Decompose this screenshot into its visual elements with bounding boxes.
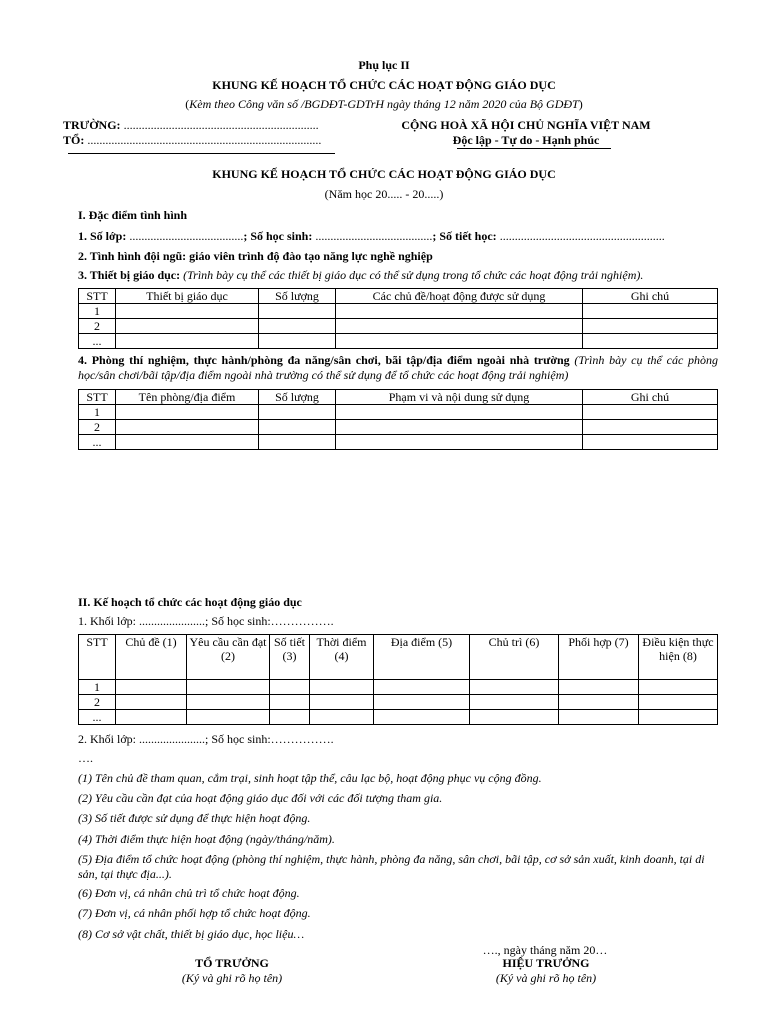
col-location: Tên phòng/địa điểm	[116, 390, 259, 405]
table-cell[interactable]	[116, 319, 259, 334]
subtitle-open: (	[185, 97, 190, 111]
table-cell[interactable]	[374, 710, 470, 725]
table-cell[interactable]	[116, 304, 259, 319]
table-cell[interactable]	[336, 334, 583, 349]
table-cell[interactable]	[336, 405, 583, 420]
table-cell[interactable]	[187, 695, 270, 710]
col-stt: STT	[79, 390, 116, 405]
table-cell[interactable]	[583, 319, 718, 334]
table-cell[interactable]	[187, 680, 270, 695]
grade2-line: 2. Khối lớp: ......................; Số học sinh:…………….	[78, 732, 334, 746]
school-dots: .................................................................	[120, 118, 319, 132]
signature-date: …., ngày tháng năm 20…	[482, 943, 608, 957]
col-periods: Số tiết (3)	[270, 635, 310, 680]
facilities-note: (Trình bày cụ thể các phòng học/sân chơi/bãi tập/địa điểm ngoài nhà trường có thể sử dụng để tổ chức các hoạt động trải nghiệm)	[78, 353, 718, 382]
table-cell[interactable]	[559, 680, 639, 695]
principal-sign-note: (Ký và ghi rõ họ tên)	[495, 971, 597, 985]
table-cell[interactable]	[270, 695, 310, 710]
row-number: 1	[79, 304, 116, 319]
table-row	[79, 435, 718, 450]
table-cell[interactable]	[583, 334, 718, 349]
col-coordination: Phối hợp (7)	[559, 635, 639, 680]
section1-heading: I. Đặc điểm tình hình	[78, 208, 188, 222]
period-count-dots: .......................................................	[496, 229, 665, 243]
table-cell[interactable]	[583, 304, 718, 319]
table-cell[interactable]	[336, 435, 583, 450]
group-leader-title: TỔ TRƯỞNG	[195, 956, 269, 970]
section2-heading: II. Kế hoạch tổ chức các hoạt động giáo dục	[78, 595, 302, 609]
table-cell[interactable]	[259, 435, 336, 450]
school-line	[63, 118, 319, 133]
table-cell[interactable]	[336, 420, 583, 435]
plan-title: KHUNG KẾ HOẠCH TỔ CHỨC CÁC HOẠT ĐỘNG GIÁO DỤC	[212, 167, 556, 181]
col-time: Thời điểm (4)	[310, 635, 374, 680]
row-number: ...	[79, 334, 116, 349]
table-cell[interactable]	[116, 420, 259, 435]
table-cell[interactable]	[270, 680, 310, 695]
subtitle-text: Kèm theo Công văn số /BGDĐT-GDTrH ngày tháng 12 năm 2020 của Bộ GDĐT	[189, 97, 579, 111]
table-row	[79, 319, 718, 334]
document-title: KHUNG KẾ HOẠCH TỔ CHỨC CÁC HOẠT ĐỘNG GIÁO DỤC	[212, 78, 556, 92]
col-topic: Chủ đề (1)	[116, 635, 187, 680]
table-cell[interactable]	[259, 334, 336, 349]
table-row	[79, 304, 718, 319]
table-cell[interactable]	[559, 710, 639, 725]
col-quantity: Số lượng	[259, 289, 336, 304]
table-cell[interactable]	[310, 710, 374, 725]
table-cell[interactable]	[116, 710, 187, 725]
section1-item2: 2. Tình hình đội ngũ: giáo viên trình độ đào tạo năng lực nghề nghiệp	[78, 249, 433, 263]
nation-motto: Độc lập - Tự do - Hạnh phúc	[452, 133, 600, 147]
table-cell[interactable]	[270, 710, 310, 725]
footnote-7: (7) Đơn vị, cá nhân phối hợp tổ chức hoạt động.	[78, 906, 311, 920]
principal-title: HIỆU TRƯỞNG	[502, 956, 590, 970]
equipment-note: (Trình bày cụ thể các thiết bị giáo dục có thể sử dụng trong tổ chức các hoạt động trải nghiệm).	[180, 268, 644, 282]
table-header-row	[79, 390, 718, 405]
section1-item1	[78, 229, 665, 244]
footnote-6: (6) Đơn vị, cá nhân chủ trì tổ chức hoạt động.	[78, 886, 300, 900]
row-number: 1	[79, 680, 116, 695]
col-lead: Chủ trì (6)	[470, 635, 559, 680]
col-equipment: Thiết bị giáo dục	[116, 289, 259, 304]
col-topics: Các chủ đề/hoạt động được sử dụng	[336, 289, 583, 304]
table-row	[79, 405, 718, 420]
row-number: 2	[79, 695, 116, 710]
continuation-ellipsis: ….	[78, 751, 93, 765]
table-cell[interactable]	[116, 695, 187, 710]
table-cell[interactable]	[336, 319, 583, 334]
period-count-label: ; Số tiết học:	[432, 229, 497, 243]
table-cell[interactable]	[259, 319, 336, 334]
grade1-line: 1. Khối lớp: ......................; Số học sinh:…………….	[78, 614, 334, 628]
class-count-dots: ......................................	[126, 229, 244, 243]
table-cell[interactable]	[583, 405, 718, 420]
activity-plan-table	[78, 634, 718, 725]
table-cell[interactable]	[116, 334, 259, 349]
table-cell[interactable]	[639, 680, 718, 695]
footnote-4: (4) Thời điểm thực hiện hoạt động (ngày/tháng/năm).	[78, 832, 335, 846]
table-cell[interactable]	[639, 695, 718, 710]
col-notes: Ghi chú	[583, 289, 718, 304]
table-cell[interactable]	[259, 420, 336, 435]
table-header-row	[79, 635, 718, 680]
row-number: ...	[79, 710, 116, 725]
plan-year: (Năm học 20..... - 20.....)	[324, 187, 444, 201]
table-cell[interactable]	[116, 405, 259, 420]
table-cell[interactable]	[470, 710, 559, 725]
equipment-label: 3. Thiết bị giáo dục:	[78, 268, 181, 282]
header-divider-left	[68, 153, 335, 154]
table-cell[interactable]	[559, 695, 639, 710]
appendix-label: Phụ lục II	[358, 58, 410, 72]
nation-name: CỘNG HOÀ XÃ HỘI CHỦ NGHĨA VIỆT NAM	[401, 118, 651, 132]
table-cell[interactable]	[336, 304, 583, 319]
table-cell[interactable]	[116, 435, 259, 450]
table-row	[79, 710, 718, 725]
facilities-label: 4. Phòng thí nghiệm, thực hành/phòng đa năng/sân chơi, bãi tập/địa điểm ngoài nhà trường	[78, 353, 570, 367]
footnote-2: (2) Yêu cầu cần đạt của hoạt động giáo dục đối với các đối tượng tham gia.	[78, 791, 443, 805]
table-cell[interactable]	[187, 710, 270, 725]
table-cell[interactable]	[374, 680, 470, 695]
table-row	[79, 420, 718, 435]
table-cell[interactable]	[259, 304, 336, 319]
row-number: 1	[79, 405, 116, 420]
school-label: TRƯỜNG:	[63, 118, 121, 132]
table-cell[interactable]	[259, 405, 336, 420]
table-cell[interactable]	[470, 680, 559, 695]
table-cell[interactable]	[310, 680, 374, 695]
col-scope: Phạm vi và nội dung sử dụng	[336, 390, 583, 405]
row-number: 2	[79, 319, 116, 334]
document-subtitle	[0, 97, 768, 112]
group-leader-sign-note: (Ký và ghi rõ họ tên)	[181, 971, 283, 985]
col-requirements: Yêu cầu cần đạt (2)	[187, 635, 270, 680]
student-count-dots: .......................................	[312, 229, 433, 243]
table-header-row	[79, 289, 718, 304]
section1-item3	[78, 268, 643, 283]
group-label: TỔ:	[63, 133, 85, 147]
table-cell[interactable]	[639, 710, 718, 725]
table-row	[79, 680, 718, 695]
table-row	[79, 695, 718, 710]
table-cell[interactable]	[583, 435, 718, 450]
col-conditions: Điều kiện thực hiện (8)	[639, 635, 718, 680]
col-stt: STT	[79, 635, 116, 680]
col-notes: Ghi chú	[583, 390, 718, 405]
equipment-table	[78, 288, 718, 349]
table-cell[interactable]	[583, 420, 718, 435]
section1-item4	[78, 353, 718, 383]
subtitle-close: )	[578, 97, 583, 111]
row-number: ...	[79, 435, 116, 450]
facilities-table	[78, 389, 718, 450]
footnote-1: (1) Tên chủ đề tham quan, cắm trại, sinh hoạt tập thể, câu lạc bộ, hoạt động phục vụ cộng đồng.	[78, 771, 542, 785]
group-line	[63, 133, 321, 148]
class-count-label: 1. Số lớp:	[78, 229, 127, 243]
table-row	[79, 334, 718, 349]
footnote-8: (8) Cơ sở vật chất, thiết bị giáo dục, học liệu…	[78, 927, 305, 941]
table-cell[interactable]	[116, 680, 187, 695]
row-number: 2	[79, 420, 116, 435]
footnote-3: (3) Số tiết được sử dụng để thực hiện hoạt động.	[78, 811, 311, 825]
motto-underline	[457, 148, 611, 149]
table-cell[interactable]	[470, 695, 559, 710]
col-place: Địa điểm (5)	[374, 635, 470, 680]
student-count-label: ; Số học sinh:	[243, 229, 313, 243]
col-stt: STT	[79, 289, 116, 304]
footnote-5: (5) Địa điểm tổ chức hoạt động (phòng thí nghiệm, thực hành, phòng đa năng, sân chơi, bãi tập, cơ sở sản xuất, kinh doanh, tại di sản, tại thực địa...).	[78, 852, 705, 881]
group-dots: ..............................................................................	[84, 133, 322, 147]
col-quantity: Số lượng	[259, 390, 336, 405]
table-cell[interactable]	[310, 695, 374, 710]
table-cell[interactable]	[374, 695, 470, 710]
